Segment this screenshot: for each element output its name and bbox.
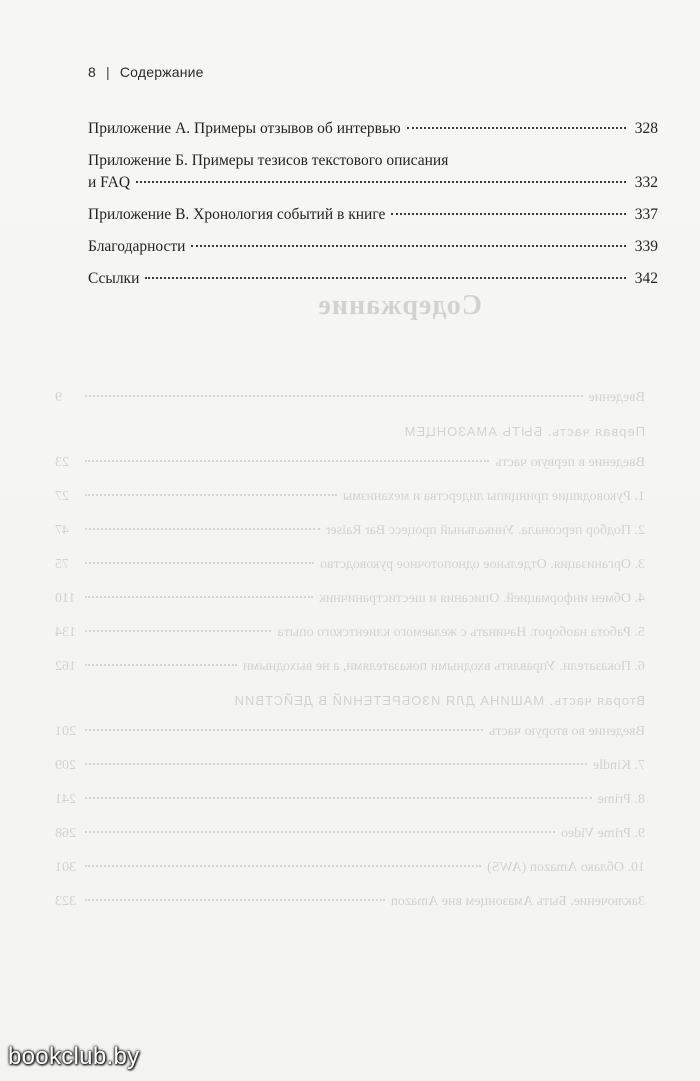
toc-leader-dots xyxy=(136,181,626,183)
toc-entry[interactable] xyxy=(88,236,658,258)
toc-entry-page: 342 xyxy=(634,270,658,287)
show-through-entry-page: 47 xyxy=(55,523,69,538)
header-separator: | xyxy=(106,64,110,80)
show-through-entry-page: 201 xyxy=(55,724,76,739)
toc-entry-page: 332 xyxy=(634,174,658,191)
show-through-title: Содержание xyxy=(317,290,482,321)
show-through-entry-title: 2. Подбор персонала. Уникальный процесс Bar Raiser xyxy=(325,523,645,538)
header-section-title: Содержание xyxy=(119,64,204,80)
show-through-entry xyxy=(55,557,645,573)
show-through-entry-title: Введение xyxy=(588,390,645,405)
show-through-entry xyxy=(55,390,645,406)
show-through-entry-title: 5. Работа наоборот. Начинать с желаемого клиентского опыта xyxy=(277,625,645,640)
toc-entry[interactable] xyxy=(88,118,658,140)
show-through-section: Первая часть. БЫТЬ АМАЗОНЦЕМ xyxy=(403,424,645,439)
show-through-entry xyxy=(55,724,645,740)
show-through-entry xyxy=(55,860,645,876)
show-through-entry-page: 27 xyxy=(55,489,69,504)
show-through-entry-title: 10. Облако Amazon (AWS) xyxy=(487,860,645,875)
show-through-entry-page: 23 xyxy=(55,455,69,470)
toc-entry-title: Благодарности xyxy=(88,238,186,255)
show-through-entry-title: 8. Prime xyxy=(597,792,645,807)
toc-entry-title: Приложение Б. Примеры тезисов текстового описания xyxy=(88,152,449,169)
toc-leader-dots xyxy=(191,245,626,247)
show-through-leader-dots xyxy=(85,395,583,397)
show-through-entry-page: 134 xyxy=(55,625,76,640)
show-through-leader-dots xyxy=(85,729,483,731)
show-through-entry-title: 3. Организация. Отдельное однопоточное руководство xyxy=(320,557,645,572)
show-through-leader-dots xyxy=(85,831,555,833)
show-through-section: Вторая часть. МАШИНА ДЛЯ ИЗОБРЕТЕНИЙ В ДЕЙСТВИИ xyxy=(233,693,645,708)
toc-entry-page: 328 xyxy=(634,120,658,137)
show-through-entry-page: 209 xyxy=(55,758,76,773)
toc-entry-title: Приложение В. Хронология событий в книге xyxy=(88,206,386,223)
show-through-entry-page: 9 xyxy=(55,390,62,405)
toc-leader-dots xyxy=(407,127,626,129)
show-through-entry xyxy=(55,659,645,675)
show-through-leader-dots xyxy=(85,763,587,765)
show-through-entry xyxy=(55,489,645,505)
show-through-leader-dots xyxy=(85,494,337,496)
show-through-entry-page: 110 xyxy=(55,591,76,606)
show-through-leader-dots xyxy=(85,899,385,901)
show-through-entry xyxy=(55,625,645,641)
show-through-list xyxy=(55,390,645,928)
show-through-entry xyxy=(55,591,645,607)
toc-entry[interactable] xyxy=(88,204,658,226)
show-through-entry-title: 1. Руководящие принципы лидерства и механизмы xyxy=(342,489,645,504)
running-header xyxy=(88,64,204,80)
show-through-leader-dots xyxy=(85,630,271,632)
show-through-entry-page: 268 xyxy=(55,826,76,841)
show-through-leader-dots xyxy=(85,797,592,799)
show-through-leader-dots xyxy=(85,528,320,530)
show-through-leader-dots xyxy=(85,562,314,564)
show-through-leader-dots xyxy=(85,460,489,462)
toc-entry-page: 339 xyxy=(634,238,658,255)
show-through-entry-page: 162 xyxy=(55,659,76,674)
table-of-contents xyxy=(88,118,658,300)
show-through-entry xyxy=(55,894,645,910)
show-through-entry xyxy=(55,523,645,539)
toc-entry-continuation xyxy=(88,172,658,194)
show-through-entry xyxy=(55,455,645,471)
toc-entry-page: 337 xyxy=(634,206,658,223)
show-through-entry-title: Заключение. Быть Амазонцем вне Amazon xyxy=(390,894,645,909)
toc-entry-title: Ссылки xyxy=(88,270,140,287)
toc-leader-dots xyxy=(391,213,626,215)
show-through-entry-title: 6. Показатели. Управлять входными показателями, а не выходными xyxy=(242,659,645,674)
toc-leader-dots xyxy=(145,277,626,279)
toc-entry[interactable] xyxy=(88,150,658,194)
show-through-entry-page: 75 xyxy=(55,557,69,572)
show-through-entry-page: 241 xyxy=(55,792,76,807)
page-number: 8 xyxy=(88,64,96,80)
toc-entry-title: Приложение А. Примеры отзывов об интервью xyxy=(88,120,401,137)
show-through-entry-page: 323 xyxy=(55,894,76,909)
show-through-entry xyxy=(55,758,645,774)
show-through-entry-title: 4. Обмен информацией. Описания и шестистраничник xyxy=(319,591,645,606)
toc-entry-title-cont: и FAQ xyxy=(88,174,131,191)
watermark: bookclub.by xyxy=(8,1043,140,1070)
show-through-entry xyxy=(55,826,645,842)
show-through-entry-page: 301 xyxy=(55,860,76,875)
show-through-entry-title: Введение во вторую часть xyxy=(489,724,645,739)
show-through-leader-dots xyxy=(85,664,237,666)
show-through-entry-title: 7. Kindle xyxy=(592,758,645,773)
show-through-leader-dots xyxy=(85,865,481,867)
show-through-entry xyxy=(55,792,645,808)
toc-entry[interactable] xyxy=(88,268,658,290)
show-through-entry-title: Введение в первую часть xyxy=(495,455,645,470)
show-through-entry-title: 9. Prime Video xyxy=(560,826,645,841)
show-through-leader-dots xyxy=(85,596,313,598)
